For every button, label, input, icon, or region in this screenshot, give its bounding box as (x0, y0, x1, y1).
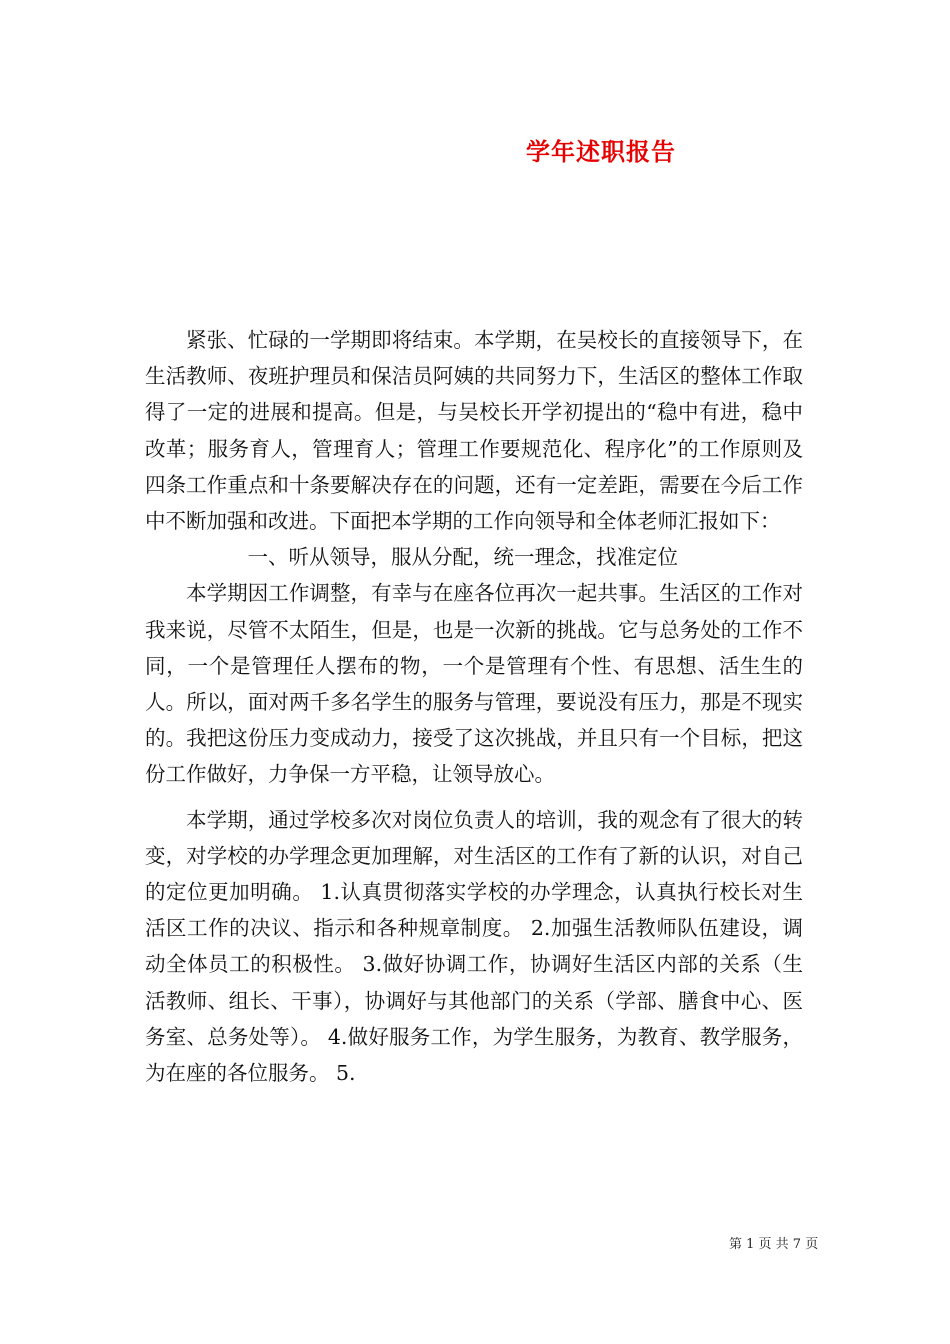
page-number: 第 1 页 共 7 页 (729, 1237, 819, 1252)
document-title: 学年述职报告 (526, 137, 676, 166)
paragraph-training: 本学期，通过学校多次对岗位负责人的培训，我的观念有了很大的转变，对学校的办学理念更加理解，对生活区的工作有了新的认识，对自己的定位更加明确。 1.认真贯彻落实学校的办学理念，认真执行校长对生活区工作的决议、指示和各种规章制度。 2.加强生活教师队伍建设，调动全体员工的积极性。 3.做好协调工作，协调好生活区内部的关系（生活教师、组长、干事），协调好与其他部门的关系（学部、膳食中心、医务室、总务处等）。 4.做好服务工作，为学生服务，为教育、教学服务，为在座的各位服务。 5. (145, 807, 803, 1086)
section-heading-1: 一、听从领导，服从分配，统一理念，找准定位 (247, 545, 678, 570)
paragraph-intro: 紧张、忙碌的一学期即将结束。本学期，在吴校长的直接领导下，在生活教师、夜班护理员和保洁员阿姨的共同努力下，生活区的整体工作取得了一定的进展和提高。但是，与吴校长开学初提出的“稳中有进，稳中改革；服务育人，管理育人；管理工作要规范化、程序化”的工作原则及四条工作重点和十条要解决存在的问题，还有一定差距，需要在今后工作中不断加强和改进。下面把本学期的工作向领导和全体老师汇报如下： (145, 328, 803, 534)
paragraph-section-1: 本学期因工作调整，有幸与在座各位再次一起共事。生活区的工作对我来说，尽管不太陌生，但是，也是一次新的挑战。它与总务处的工作不同，一个是管理任人摆布的物，一个是管理有个性、有思想、活生生的人。所以，面对两千多名学生的服务与管理，要说没有压力，那是不现实的。我把这份压力变成动力，接受了这次挑战，并且只有一个目标，把这份工作做好，力争保一方平稳，让领导放心。 (145, 581, 803, 787)
document-body (145, 322, 803, 1091)
